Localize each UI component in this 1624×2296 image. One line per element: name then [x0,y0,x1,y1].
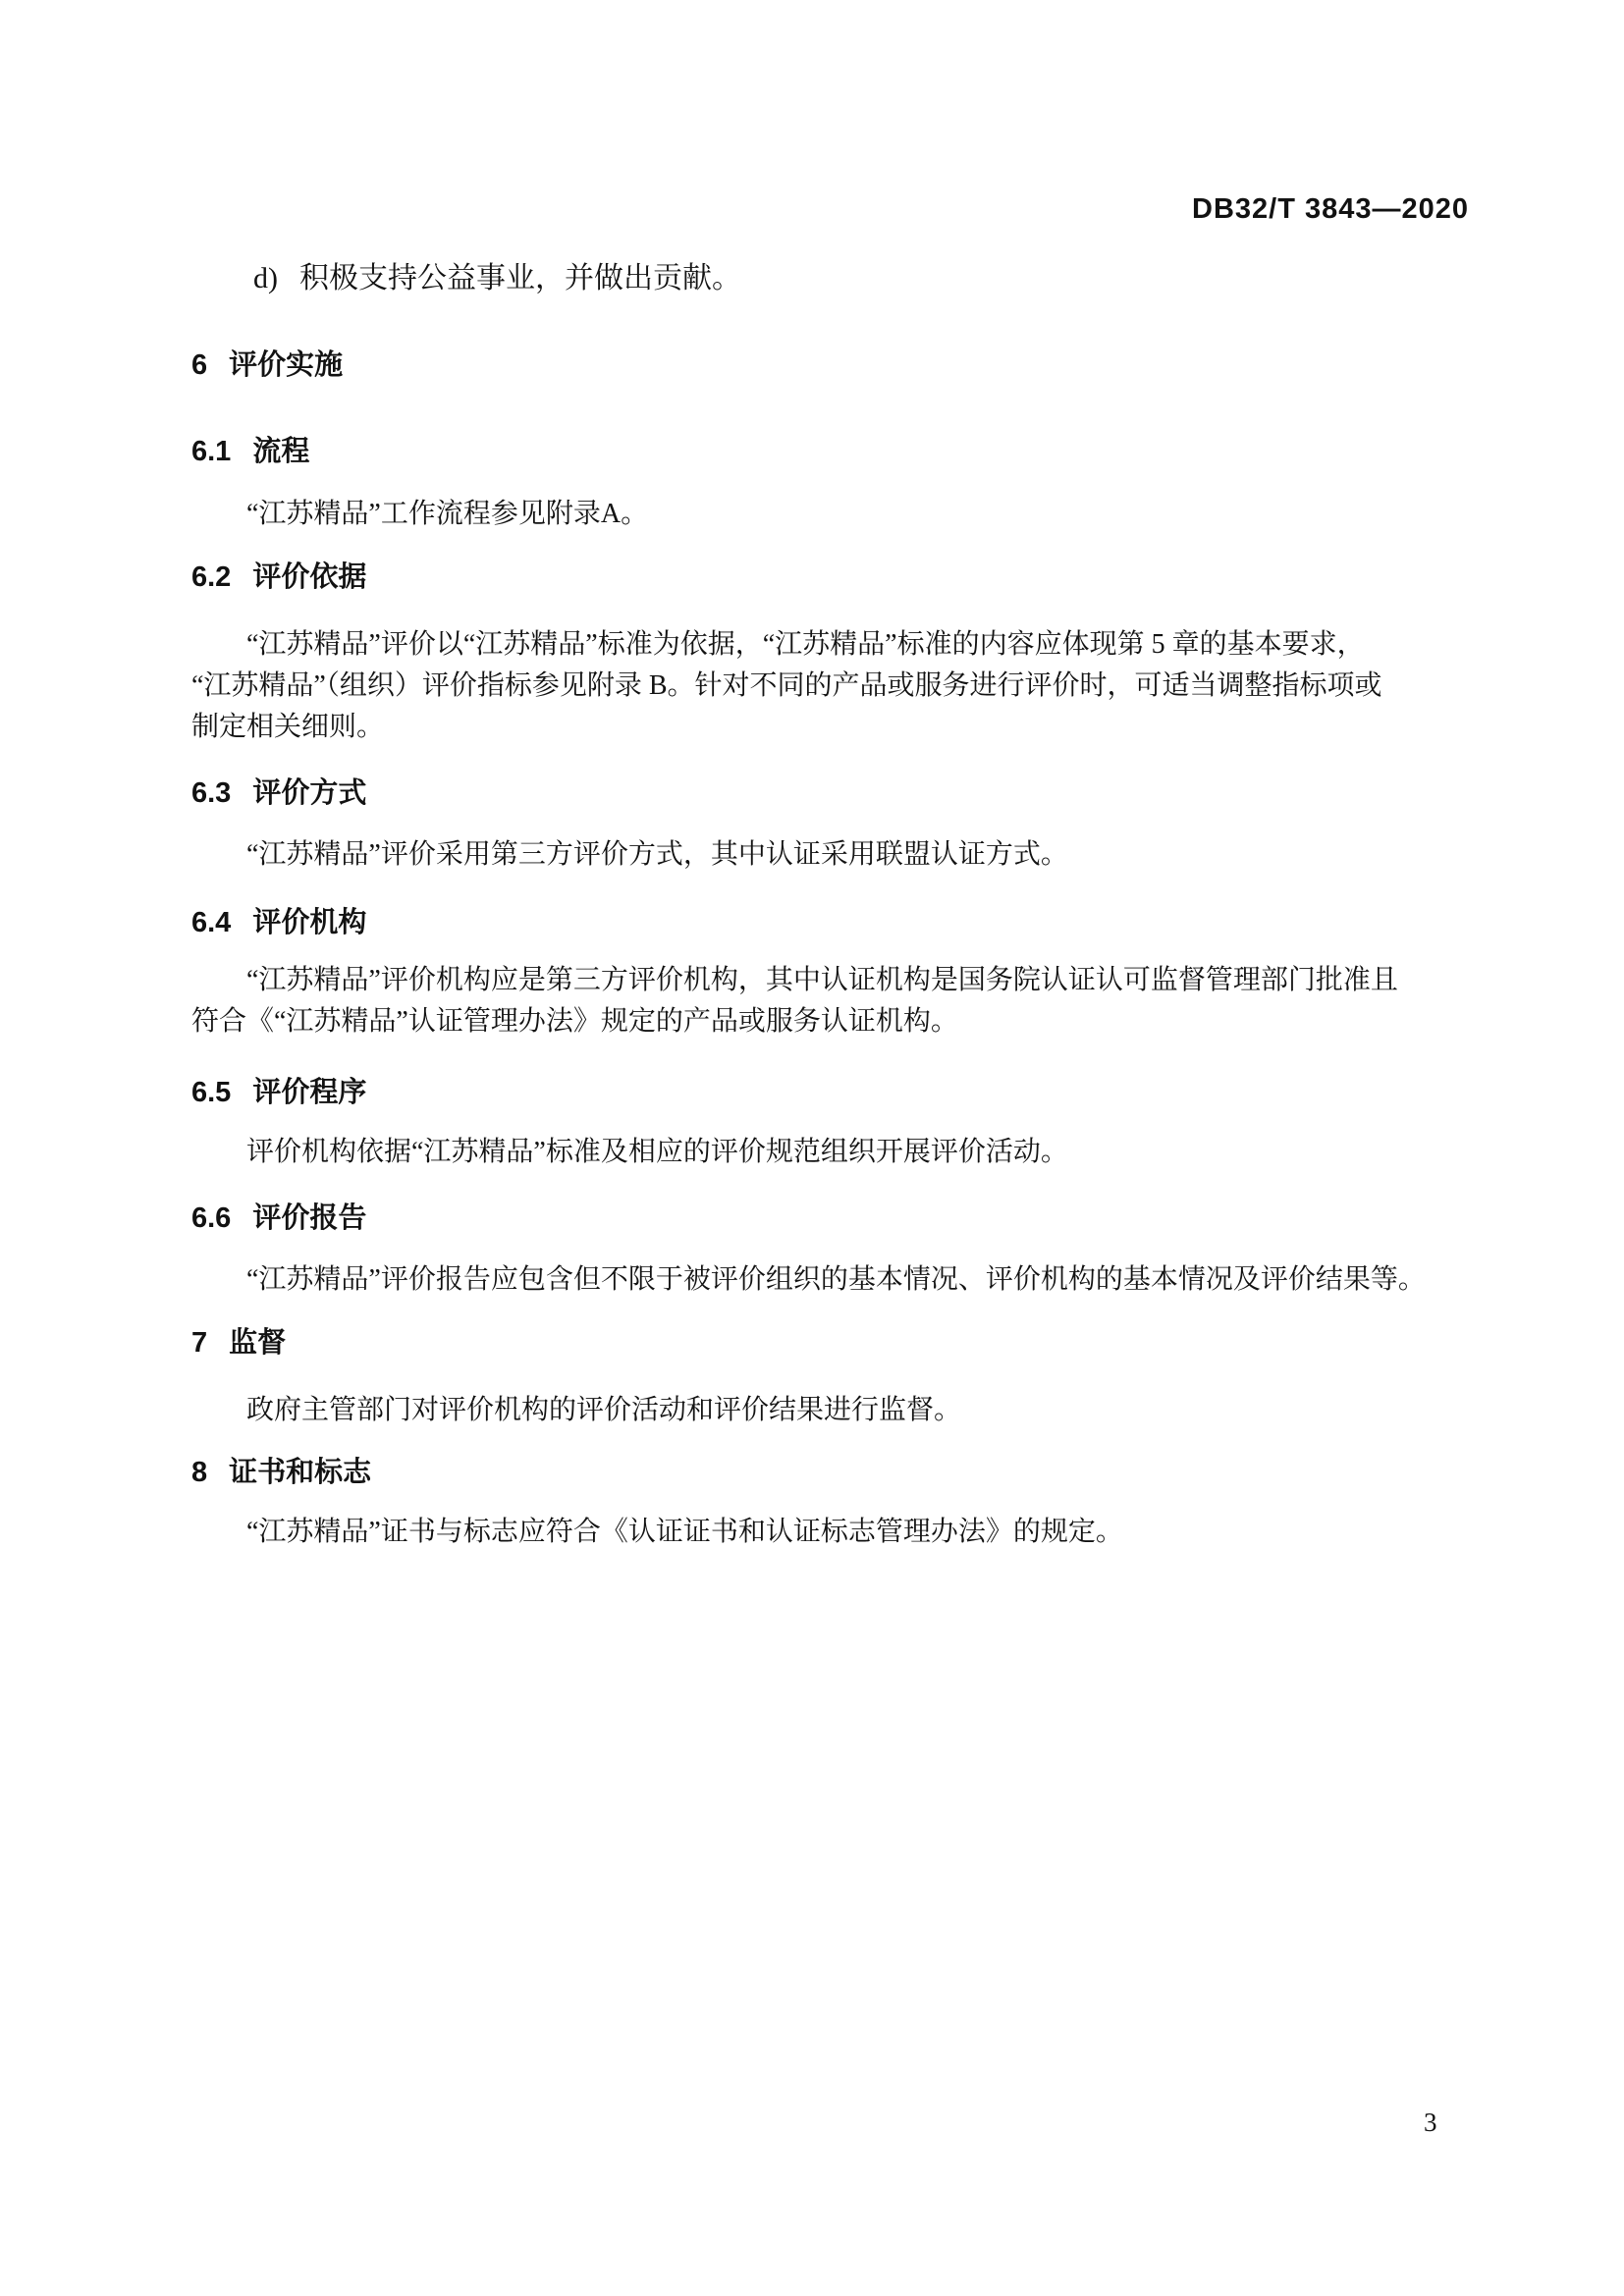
section-heading-6-5 [191,1077,366,1109]
section-title: 流程 [252,436,310,467]
paragraph-line: “江苏精品”证书与标志应符合《认证证书和认证标志管理办法》的规定。 [246,1517,1123,1547]
section-title: 评价程序 [252,1077,367,1108]
section-heading-6-1 [191,436,309,468]
paragraph-7 [191,1390,1527,1431]
standard-code-header: DB32/T 3843—2020 [1192,193,1469,225]
paragraph-6-5 [191,1132,1527,1173]
paragraph-6-2 [191,624,1527,748]
list-item-d [253,258,741,299]
section-number: 6.3 [191,777,232,809]
paragraph-line: 符合《“江苏精品”认证管理办法》规定的产品或服务认证机构。 [191,1006,958,1037]
paragraph-line: 评价机构依据“江苏精品”标准及相应的评价规范组织开展评价活动。 [246,1137,1068,1167]
section-number: 8 [191,1457,208,1488]
section-number: 6.6 [191,1202,232,1234]
section-number: 6.4 [191,907,232,938]
paragraph-line: “江苏精品”评价以“江苏精品”标准为依据，“江苏精品”标准的内容应体现第 5 章的基本要求， [246,629,1365,660]
section-number: 6.5 [191,1077,232,1108]
section-title: 评价实施 [229,349,344,381]
paragraph-6-4 [191,960,1527,1042]
section-heading-6-3 [191,777,366,810]
paragraph-8 [191,1512,1527,1553]
list-item-d-marker: d) [253,262,278,294]
paragraph-6-1 [191,494,1527,535]
section-title: 评价方式 [252,777,367,809]
paragraph-line: “江苏精品”（组织）评价指标参见附录 B。针对不同的产品或服务进行评价时，可适当调整指标项或 [191,670,1382,701]
section-title: 评价报告 [252,1202,367,1234]
section-number: 6 [191,349,208,381]
section-title: 证书和标志 [229,1457,372,1488]
section-title: 监督 [229,1327,287,1359]
paragraph-6-6 [191,1259,1527,1301]
paragraph-line: “江苏精品”工作流程参见附录A。 [246,499,649,529]
section-title: 评价机构 [252,907,367,938]
section-heading-6-4 [191,907,366,939]
paragraph-line: “江苏精品”评价机构应是第三方评价机构，其中认证机构是国务院认证认可监督管理部门批准且 [246,965,1398,995]
list-item-d-text: 积极支持公益事业，并做出贡献。 [299,262,741,294]
section-heading-6-2 [191,561,366,594]
paragraph-line: “江苏精品”评价采用第三方评价方式，其中认证采用联盟认证方式。 [246,839,1068,870]
paragraph-line: 制定相关细则。 [191,712,385,742]
section-heading-8 [191,1457,371,1489]
paragraph-6-3 [191,834,1527,876]
paragraph-line: 政府主管部门对评价机构的评价活动和评价结果进行监督。 [246,1395,962,1425]
section-number: 6.1 [191,436,232,467]
section-number: 6.2 [191,561,232,593]
section-heading-7 [191,1327,286,1360]
page-number: 3 [1424,2108,1437,2137]
section-number: 7 [191,1327,208,1359]
section-heading-6-6 [191,1202,366,1235]
paragraph-line: “江苏精品”评价报告应包含但不限于被评价组织的基本情况、评价机构的基本情况及评价结果等。 [246,1264,1426,1295]
section-heading-6 [191,349,343,382]
section-title: 评价依据 [252,561,367,593]
